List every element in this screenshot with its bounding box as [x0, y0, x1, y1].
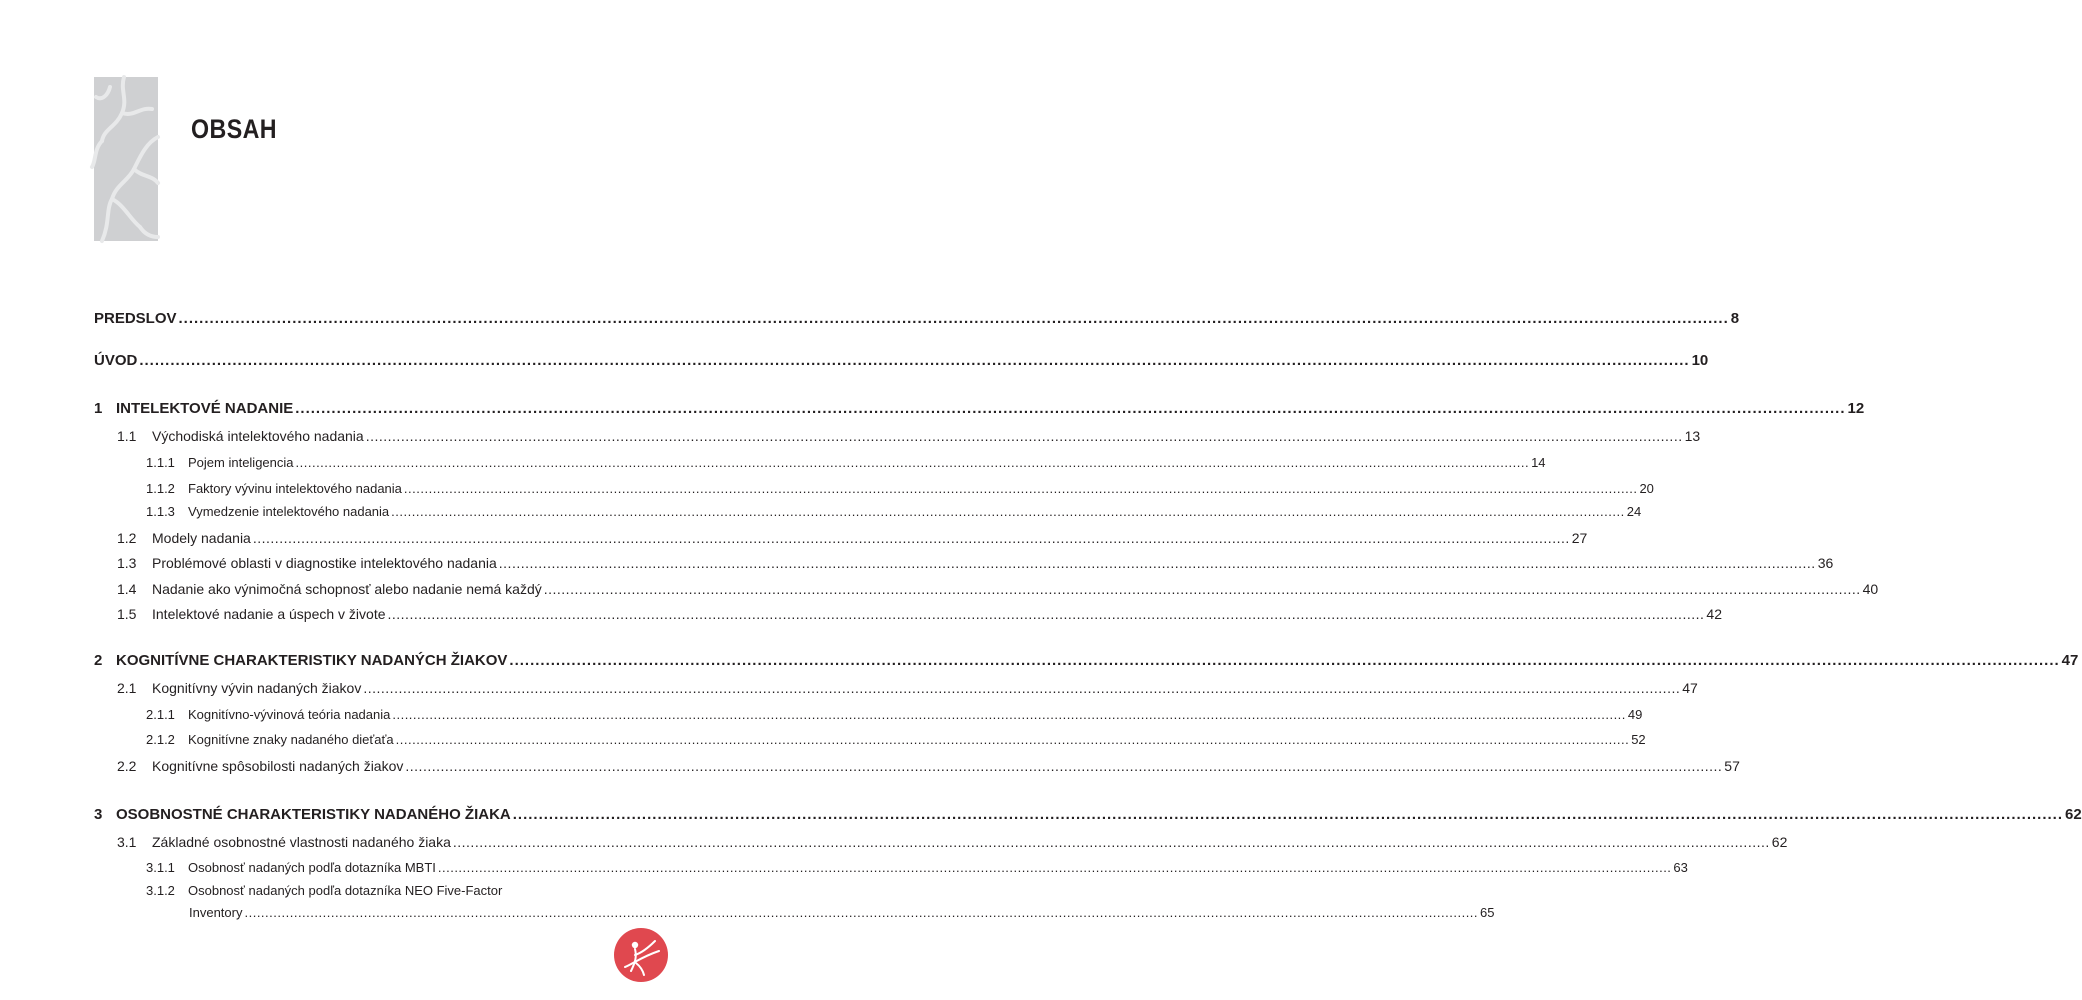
toc-dot-leader: ............................................................................................................................................................................................................................................................................................................ [178, 310, 1729, 327]
toc-dot-leader: ............................................................................................................................................................................................................................................................................................................ [244, 905, 1479, 920]
toc-entry-title: INTELEKTOVÉ NADANIE [116, 400, 294, 417]
toc-entry-title: Kognitívno-vývinová teória nadania [188, 707, 391, 722]
toc-entry-title: KOGNITÍVNE CHARAKTERISTIKY NADANÝCH ŽIAKOV [116, 652, 508, 669]
toc-entry-title: Modely nadania [152, 530, 251, 546]
toc-entry-number: 2.1.2 [146, 732, 175, 747]
toc-entry[interactable] [94, 806, 2082, 823]
toc-entry[interactable] [94, 652, 2079, 669]
toc-page-number: 57 [1724, 758, 1740, 774]
toc-page-number: 47 [2061, 652, 2079, 669]
toc-dot-leader: ............................................................................................................................................................................................................................................................................................................ [139, 352, 1690, 369]
toc-dot-leader: ............................................................................................................................................................................................................................................................................................................ [498, 555, 1816, 571]
toc-entry-number: 1 [94, 400, 103, 417]
toc-entry-title: Nadanie ako výnimočná schopnosť alebo nadanie nemá každý [152, 581, 542, 597]
toc-entry-number: 2 [94, 652, 103, 669]
toc-page-number: 20 [1639, 481, 1654, 496]
toc-entry-title: Problémové oblasti v diagnostike intelektového nadania [152, 555, 497, 571]
toc-page-number: 52 [1631, 732, 1646, 747]
toc-page-number: 63 [1673, 860, 1688, 875]
toc-entry-title: Faktory vývinu intelektového nadania [188, 481, 402, 496]
toc-entry-title: Osobnosť nadaných podľa dotazníka NEO Five-Factor [188, 883, 503, 898]
toc-dot-leader: ............................................................................................................................................................................................................................................................................................................ [509, 652, 2060, 669]
toc-dot-leader: ............................................................................................................................................................................................................................................................................................................ [395, 732, 1630, 747]
toc-entry-title: Kognitívny vývin nadaných žiakov [152, 680, 362, 696]
toc-page-number: 40 [1862, 581, 1879, 597]
toc-dot-leader: ............................................................................................................................................................................................................................................................................................................ [252, 530, 1570, 546]
toc-entry[interactable] [146, 883, 598, 898]
toc-entry-number: 2.1 [117, 680, 137, 696]
toc-entry[interactable] [146, 707, 1643, 722]
toc-dot-leader: ............................................................................................................................................................................................................................................................................................................ [543, 581, 1861, 597]
toc-dot-leader: ............................................................................................................................................................................................................................................................................................................ [437, 860, 1672, 875]
toc-page-number: 8 [1730, 310, 1740, 327]
toc-page-number: 49 [1627, 707, 1643, 722]
toc-entry-title: PREDSLOV [94, 310, 177, 327]
toc-dot-leader: ............................................................................................................................................................................................................................................................................................................ [403, 481, 1638, 496]
toc-entry[interactable] [117, 680, 1698, 696]
toc-entry-title: Vymedzenie intelektového nadania [188, 504, 390, 519]
toc-entry-number: 3.1.1 [146, 860, 175, 875]
toc-page-number: 47 [1682, 680, 1698, 696]
toc-entry[interactable] [117, 555, 1834, 571]
decorative-branch-pattern [94, 77, 158, 241]
toc-entry-title: Pojem inteligencia [188, 455, 294, 470]
toc-entry[interactable] [94, 400, 1865, 417]
toc-entry-number: 2.1.1 [146, 707, 175, 722]
toc-entry-number: 1.1.3 [146, 504, 175, 519]
toc-page-number: 62 [1771, 834, 1788, 850]
toc-entry[interactable] [146, 455, 1546, 470]
toc-entry[interactable] [117, 428, 1701, 444]
toc-entry[interactable] [146, 504, 1642, 519]
toc-entry-title: Kognitívne spôsobilosti nadaných žiakov [152, 758, 404, 774]
toc-page-number: 14 [1531, 455, 1546, 470]
toc-entry[interactable] [146, 860, 1688, 875]
toc-entry[interactable] [117, 581, 1879, 597]
toc-entry-title: ÚVOD [94, 352, 138, 369]
toc-entry-number: 3.1 [117, 834, 137, 850]
toc-page-number: 13 [1684, 428, 1701, 444]
toc-entry-number: 1.2 [117, 530, 137, 546]
toc-entry[interactable] [146, 481, 1654, 496]
toc-entry-number: 3.1.2 [146, 883, 175, 898]
publisher-logo-icon [613, 927, 669, 983]
toc-entry[interactable] [189, 905, 1495, 920]
toc-entry-title: Intelektové nadanie a úspech v živote [152, 606, 386, 622]
toc-entry-title: Východiská intelektového nadania [152, 428, 364, 444]
toc-page-number: 42 [1706, 606, 1722, 622]
toc-page-number: 12 [1847, 400, 1865, 417]
toc-dot-leader: ............................................................................................................................................................................................................................................................................................................ [452, 834, 1770, 850]
toc-dot-leader: ............................................................................................................................................................................................................................................................................................................ [387, 606, 1705, 622]
toc-entry-title: Osobnosť nadaných podľa dotazníka MBTI [188, 860, 436, 875]
toc-entry[interactable] [94, 352, 1709, 369]
toc-entry[interactable] [117, 530, 1588, 546]
toc-entry-number: 1.5 [117, 606, 137, 622]
toc-page-number: 27 [1571, 530, 1588, 546]
page-title: OBSAH [191, 114, 278, 144]
toc-dot-leader: ............................................................................................................................................................................................................................................................................................................ [391, 504, 1625, 519]
toc-dot-leader: ............................................................................................................................................................................................................................................................................................................ [512, 806, 2063, 823]
toc-dot-leader: ............................................................................................................................................................................................................................................................................................................ [295, 400, 1846, 417]
toc-page-number: 65 [1480, 905, 1495, 920]
toc-dot-leader: ............................................................................................................................................................................................................................................................................................................ [365, 428, 1683, 444]
toc-entry-number: 1.1.1 [146, 455, 175, 470]
toc-entry[interactable] [146, 732, 1646, 747]
toc-page-number: 36 [1817, 555, 1834, 571]
toc-entry-number: 2.2 [117, 758, 137, 774]
toc-entry-number: 1.1 [117, 428, 137, 444]
toc-entry[interactable] [117, 834, 1788, 850]
toc-dot-leader: ............................................................................................................................................................................................................................................................................................................ [295, 455, 1530, 470]
toc-entry-title: Kognitívne znaky nadaného dieťaťa [188, 732, 394, 747]
toc-entry-number: 1.4 [117, 581, 137, 597]
toc-entry-number: 1.1.2 [146, 481, 175, 496]
toc-entry-number: 3 [94, 806, 103, 823]
toc-dot-leader: ............................................................................................................................................................................................................................................................................................................ [363, 680, 1681, 696]
toc-page-number: 24 [1626, 504, 1642, 519]
toc-entry[interactable] [117, 758, 1740, 774]
toc-page-number: 62 [2065, 806, 2082, 823]
toc-entry-title: Inventory [189, 905, 243, 920]
toc-entry[interactable] [94, 310, 1740, 327]
toc-page-number: 10 [1691, 352, 1709, 369]
toc-entry-title: Základné osobnostné vlastnosti nadaného žiaka [152, 834, 451, 850]
toc-entry-number: 1.3 [117, 555, 137, 571]
toc-dot-leader: ............................................................................................................................................................................................................................................................................................................ [392, 707, 1626, 722]
toc-entry-title: OSOBNOSTNÉ CHARAKTERISTIKY NADANÉHO ŽIAKA [116, 806, 511, 823]
toc-dot-leader: ............................................................................................................................................................................................................................................................................................................ [405, 758, 1723, 774]
toc-entry[interactable] [117, 606, 1722, 622]
